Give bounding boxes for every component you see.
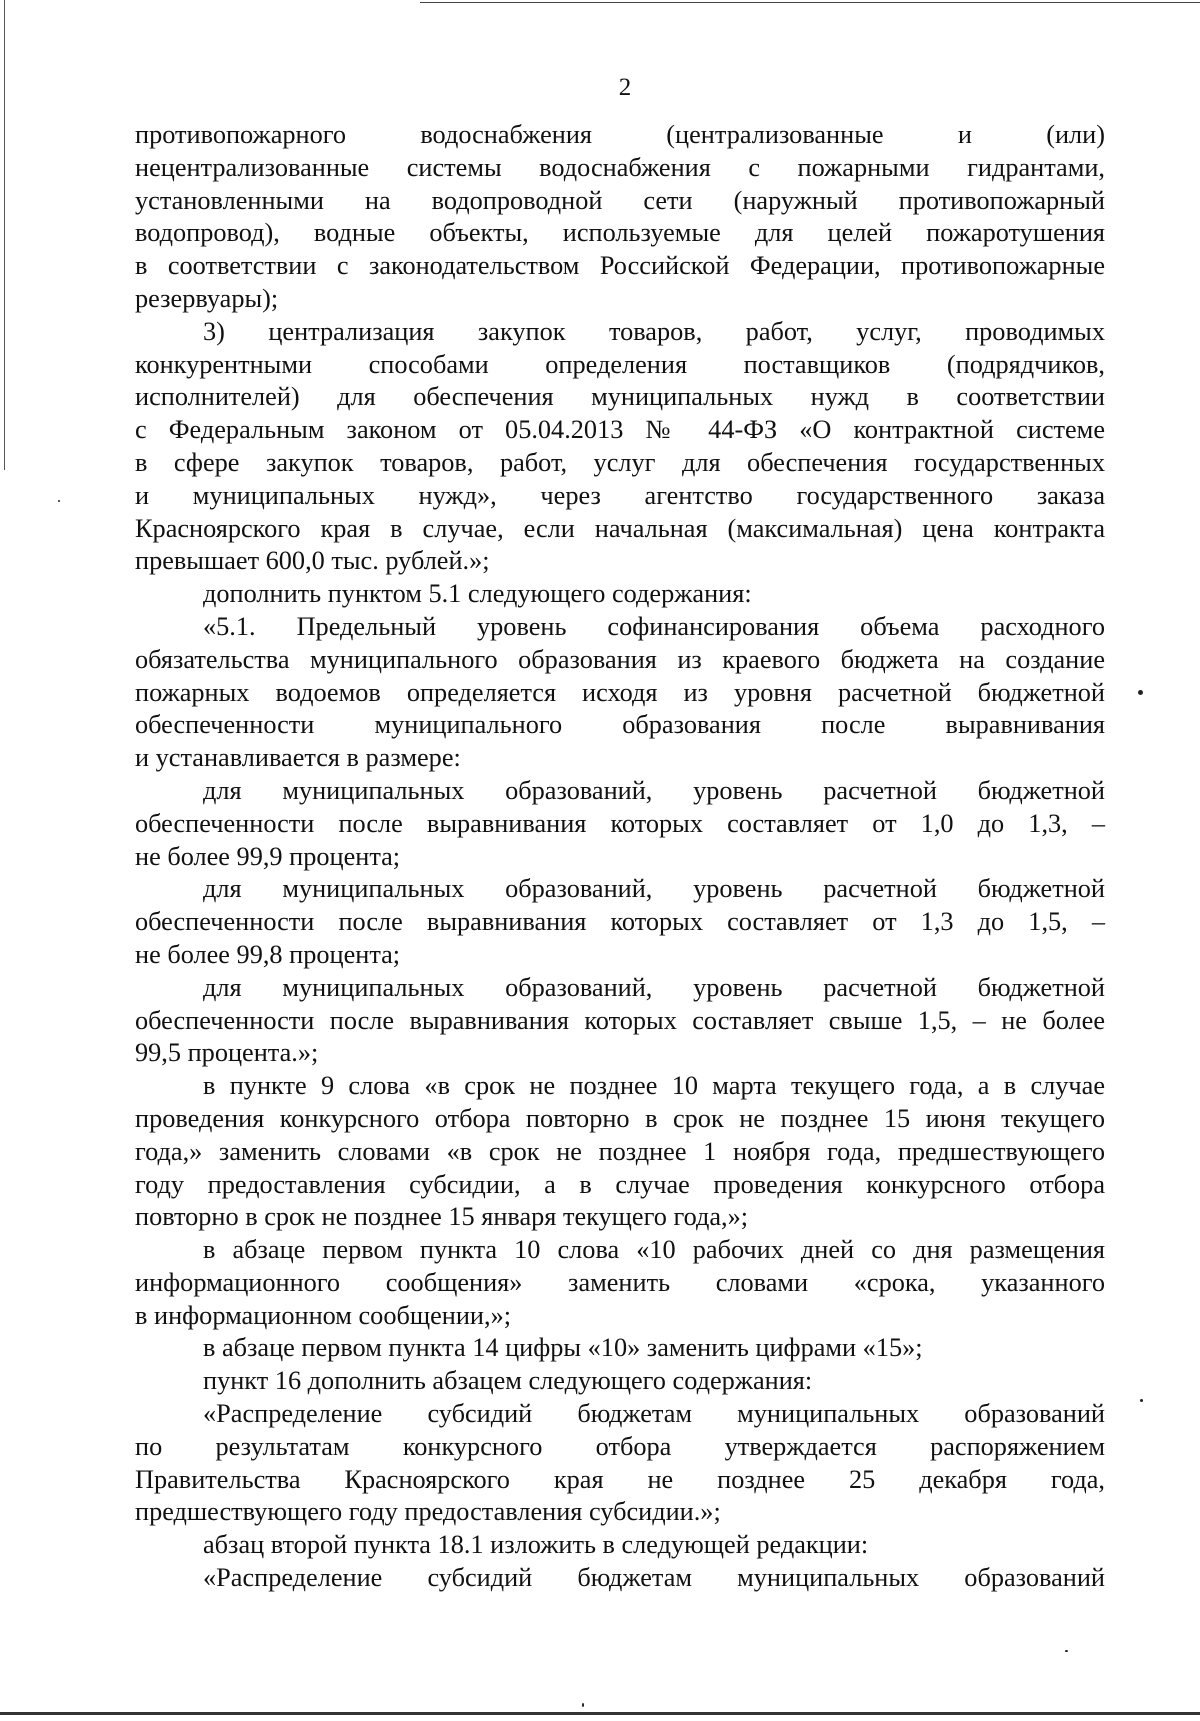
text-line: обеспеченности после выравнивания которых составляет от 1,0 до 1,3, – (135, 808, 1105, 838)
text-line: по результатам конкурсного отбора утверждается распоряжением (135, 1431, 1105, 1461)
text-line: обеспеченности после выравнивания которых составляет свыше 1,5, – не более (135, 1005, 1105, 1035)
text-line: обеспеченности после выравнивания которых составляет от 1,3 до 1,5, – (135, 907, 1105, 937)
text-line: обязательства муниципального образования из краевого бюджета на создание (135, 644, 1105, 674)
text-line: для муниципальных образований, уровень расчетной бюджетной (203, 874, 1105, 904)
text-line: дополнить пунктом 5.1 следующего содержания: (203, 579, 752, 609)
text-line: противопожарного водоснабжения (централизованные и (или) (135, 120, 1105, 149)
text-line: 99,5 процента.»; (135, 1038, 319, 1068)
text-line: обеспеченности муниципального образования после выравнивания (135, 710, 1105, 740)
scan-speck (582, 1703, 584, 1707)
text-line: нецентрализованные системы водоснабжения с пожарными гидрантами, (135, 152, 1105, 182)
text-line: конкурентными способами определения поставщиков (подрядчиков, (135, 349, 1105, 379)
text-line: не более 99,8 процента; (135, 939, 401, 969)
text-line: установленными на водопроводной сети (наружный противопожарный (135, 185, 1105, 215)
scan-edge-bottom (0, 1712, 1200, 1715)
page-number: 2 (618, 74, 632, 101)
text-line: не более 99,9 процента; (135, 841, 401, 871)
text-line: пункт 16 дополнить абзацем следующего содержания: (203, 1366, 813, 1396)
text-line: проведения конкурсного отбора повторно в срок не позднее 15 июня текущего (135, 1103, 1105, 1133)
text-line: «Распределение субсидий бюджетам муниципальных образований (203, 1563, 1105, 1593)
text-line: 3) централизация закупок товаров, работ, услуг, проводимых (203, 316, 1105, 346)
text-line: и устанавливается в размере: (135, 743, 461, 773)
scan-edge-left (4, 0, 5, 470)
text-line: абзац второй пункта 18.1 изложить в следующей редакции: (203, 1530, 869, 1560)
scan-speck (58, 500, 60, 502)
text-line: в соответствии с законодательством Российской Федерации, противопожарные (135, 251, 1105, 281)
text-line: и муниципальных нужд», через агентство государственного заказа (135, 480, 1105, 510)
text-line: в пункте 9 слова «в срок не позднее 10 марта текущего года, а в случае (203, 1071, 1105, 1101)
scan-speck (1065, 1650, 1068, 1652)
text-line: в информационном сообщении,»; (135, 1300, 512, 1330)
text-line: водопровод), водные объекты, используемые для целей пожаротушения (135, 218, 1105, 248)
text-line: пожарных водоемов определяется исходя из уровня расчетной бюджетной (135, 677, 1105, 707)
text-line: для муниципальных образований, уровень расчетной бюджетной (203, 775, 1105, 805)
text-line: информационного сообщения» заменить словами «срока, указанного (135, 1267, 1105, 1297)
text-line: исполнителей) для обеспечения муниципальных нужд в соответствии (135, 382, 1105, 412)
text-line: «Распределение субсидий бюджетам муниципальных образований (203, 1399, 1105, 1429)
scan-speck (1138, 690, 1143, 695)
scan-edge-top (420, 2, 1200, 3)
text-line: в сфере закупок товаров, работ, услуг для обеспечения государственных (135, 447, 1105, 477)
text-line: для муниципальных образований, уровень расчетной бюджетной (203, 972, 1105, 1002)
text-line: «5.1. Предельный уровень софинансирования объема расходного (203, 611, 1105, 641)
text-line: с Федеральным законом от 05.04.2013 № 44-ФЗ «О контрактной системе (135, 415, 1105, 445)
text-line: году предоставления субсидии, а в случае проведения конкурсного отбора (135, 1169, 1105, 1199)
text-line: предшествующего году предоставления субсидии.»; (135, 1497, 721, 1527)
text-line: повторно в срок не позднее 15 января текущего года,»; (135, 1202, 749, 1232)
text-line: Правительства Красноярского края не позднее 25 декабря года, (135, 1464, 1105, 1494)
document-body (135, 119, 1105, 1595)
text-line: в абзаце первом пункта 14 цифры «10» заменить цифрами «15»; (203, 1333, 923, 1363)
text-line: в абзаце первом пункта 10 слова «10 рабочих дней со дня размещения (203, 1235, 1105, 1265)
text-line: резервуары); (135, 283, 279, 313)
text-line: превышает 600,0 тыс. рублей.»; (135, 546, 490, 576)
text-line: года,» заменить словами «в срок не позднее 1 ноября года, предшествующего (135, 1136, 1105, 1166)
text-line: Красноярского края в случае, если начальная (максимальная) цена контракта (135, 513, 1105, 543)
scan-speck (1140, 1399, 1143, 1402)
